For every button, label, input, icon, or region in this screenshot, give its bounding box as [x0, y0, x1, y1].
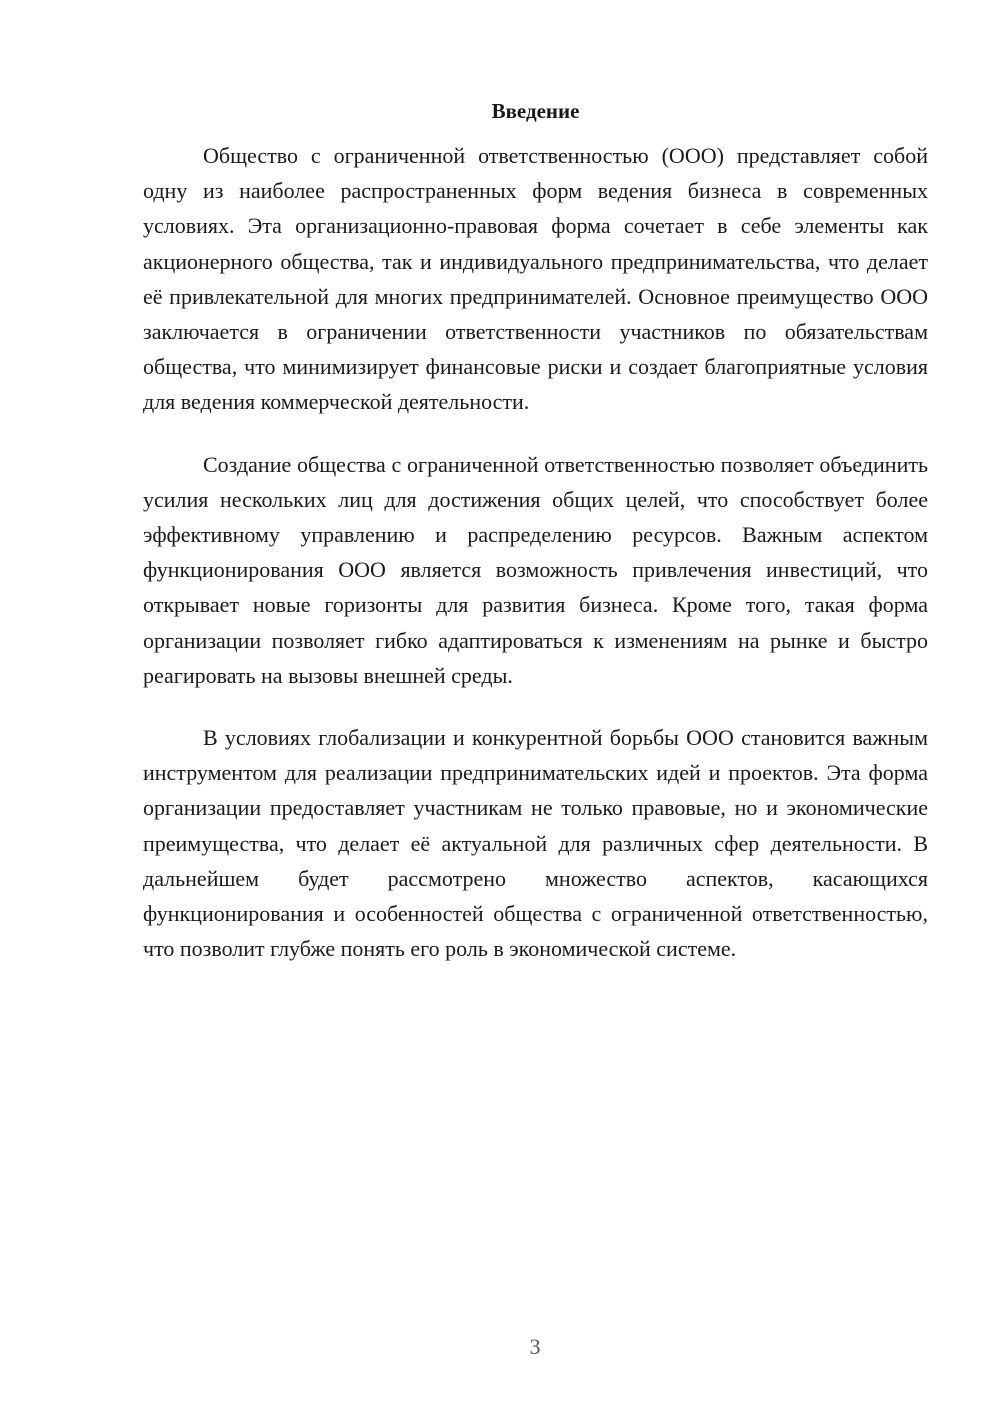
paragraph-1: Общество с ограниченной ответственностью (ООО) представляет собой одну из наиболее распространенных форм ведения бизнеса в современных условиях. Эта организационно-правовая форма сочетает в себе элементы как акционерного общества, так и индивидуального предпринимательства, что делает её привлекательной для многих предпринимателей. Основное преимущество ООО заключается в ограничении ответственности участников по обязательствам общества, что минимизирует финансовые риски и создает благоприятные условия для ведения коммерческой деятельности. [143, 143, 928, 415]
page-content [143, 96, 928, 993]
paragraph-3: В условиях глобализации и конкурентной борьбы ООО становится важным инструментом для реализации предпринимательских идей и проектов. Эта форма организации предоставляет участникам не только правовые, но и экономические преимущества, что делает её актуальной для различных сфер деятельности. В дальнейшем будет рассмотрено множество аспектов, касающихся функционирования и особенностей общества с ограниченной ответственностью, что позволит глубже понять его роль в экономической системе. [143, 725, 928, 962]
section-title: Введение [491, 99, 580, 123]
paragraph-2: Создание общества с ограниченной ответственностью позволяет объединить усилия нескольких лиц для достижения общих целей, что способствует более эффективному управлению и распределению ресурсов. Важным аспектом функционирования ООО является возможность привлечения инвестиций, что открывает новые горизонты для развития бизнеса. Кроме того, такая форма организации позволяет гибко адаптироваться к изменениям на рынке и быстро реагировать на вызовы внешней среды. [143, 451, 928, 688]
page-number: 3 [529, 1334, 541, 1359]
